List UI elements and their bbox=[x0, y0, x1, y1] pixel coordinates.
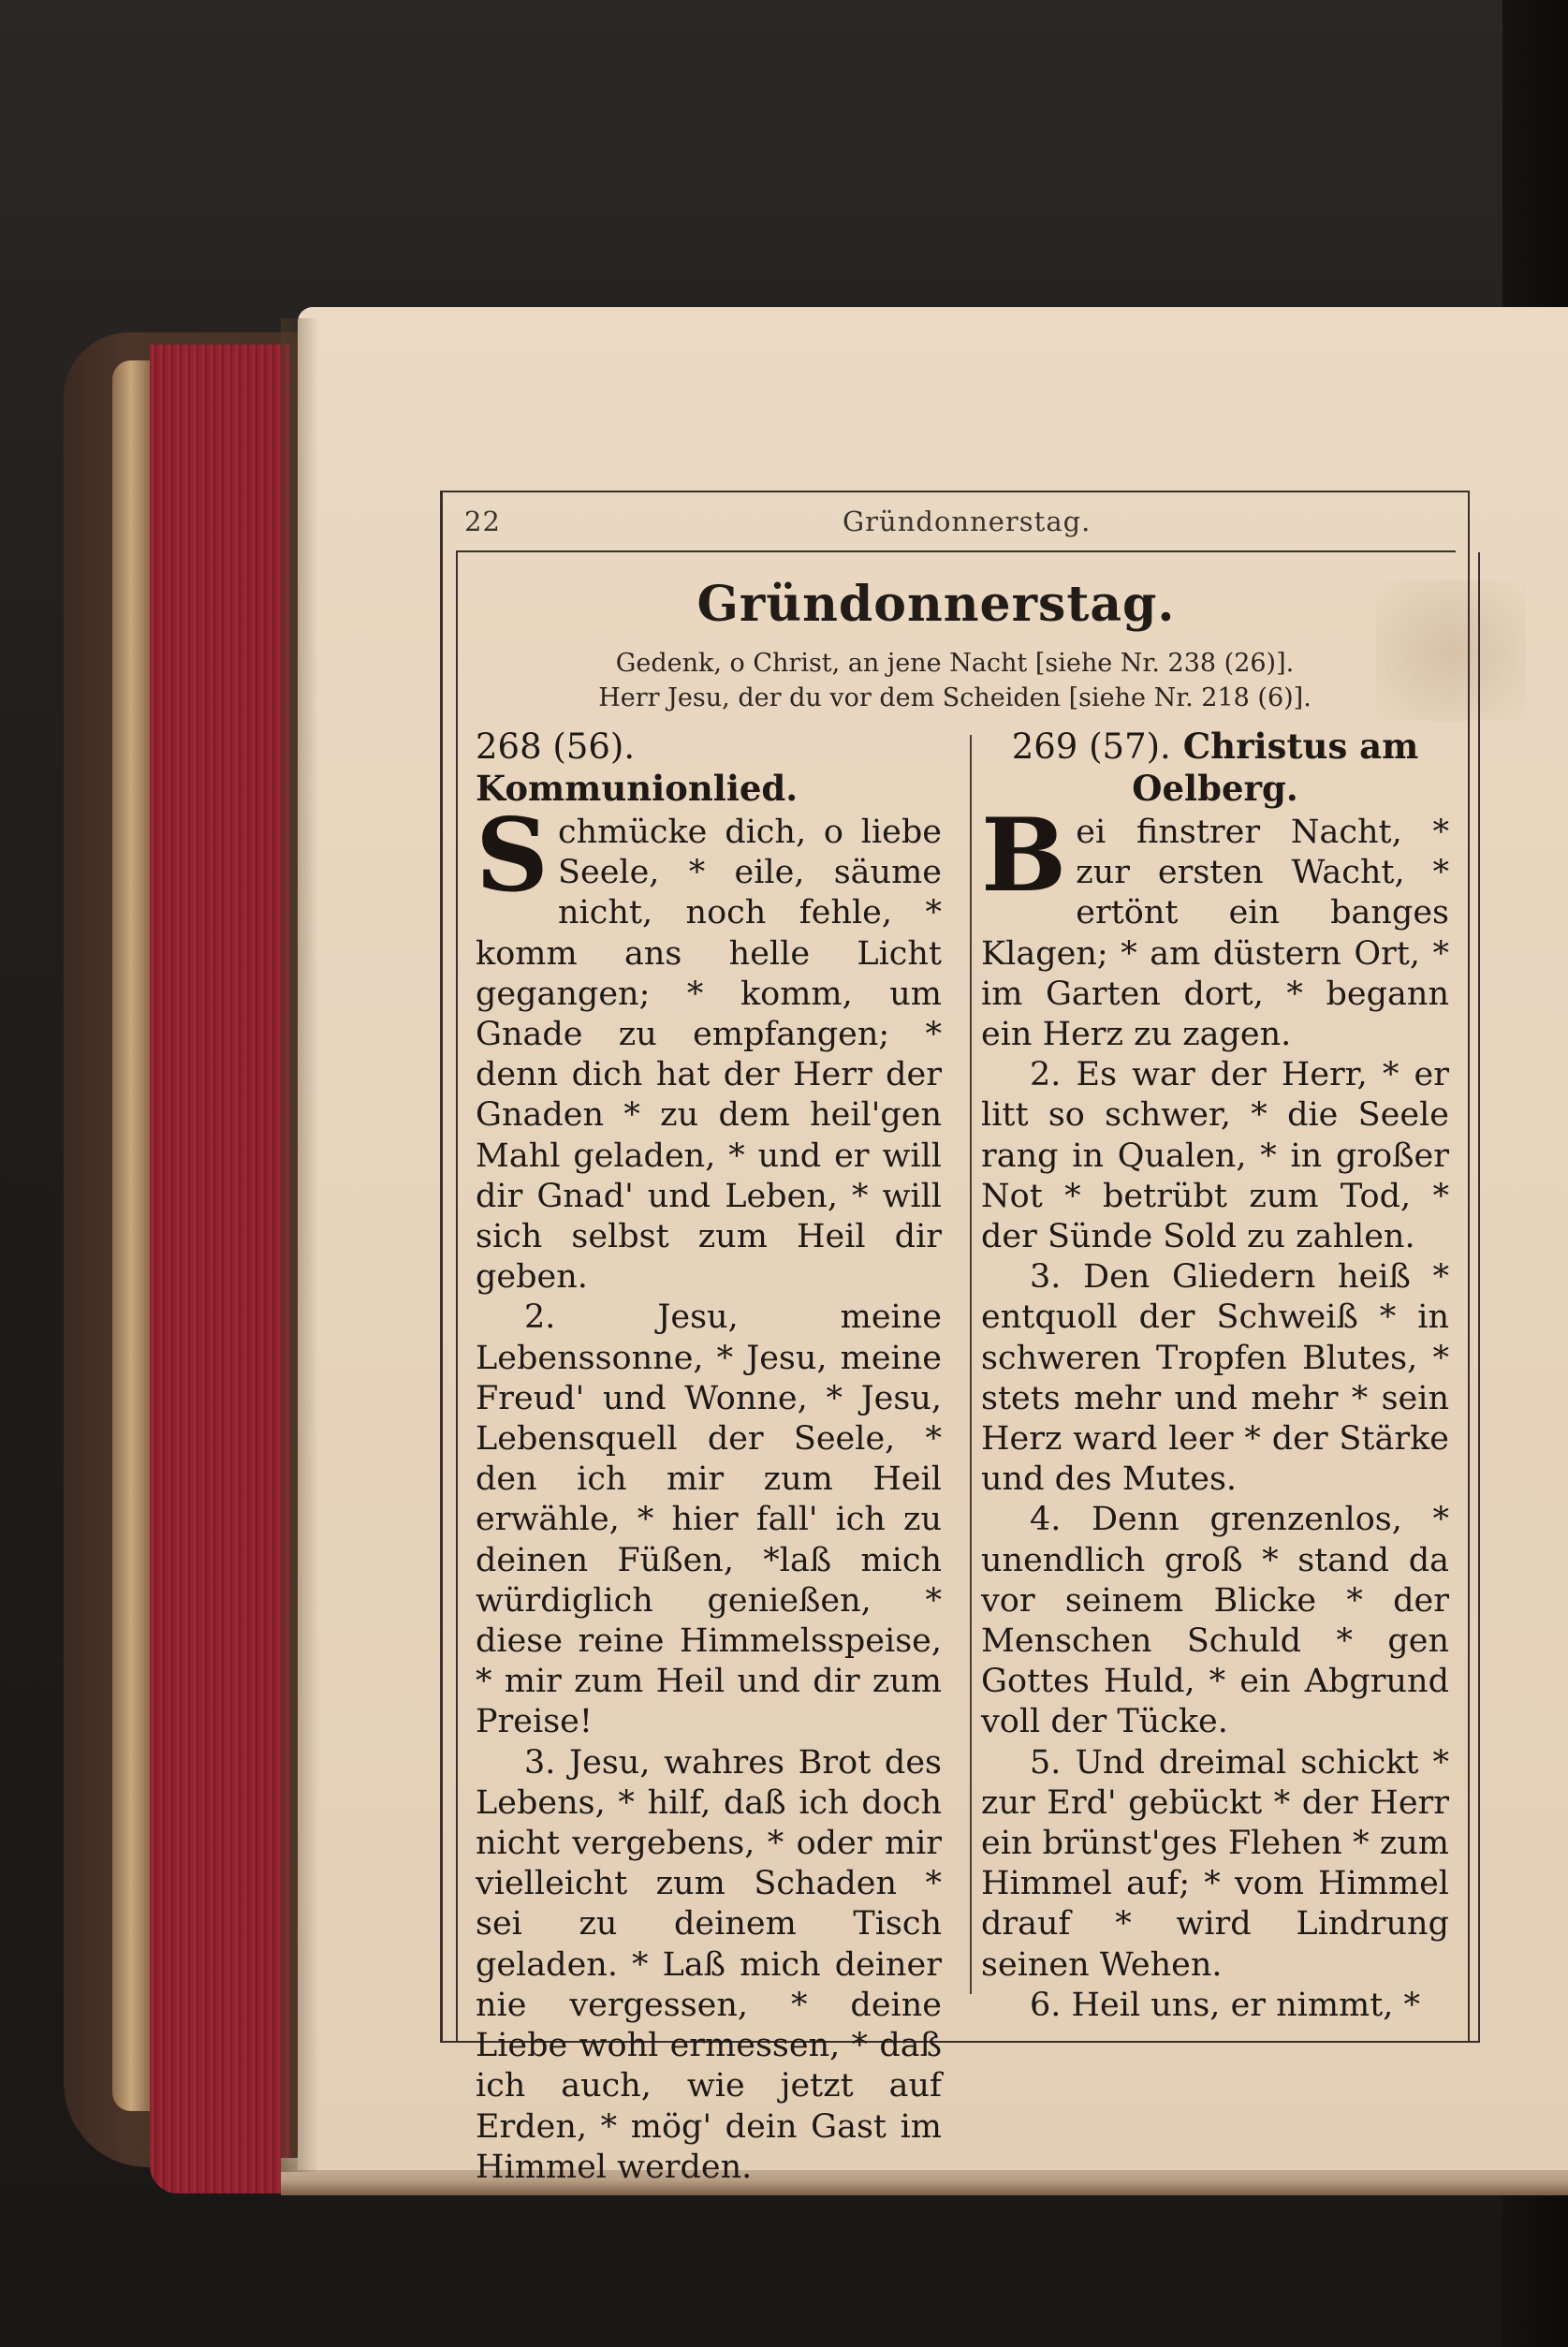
header-rule bbox=[456, 550, 1456, 552]
hymn-269-verse-3: 3. Den Gliedern heiß * entquoll der Schweiß * in schweren Tropfen Blutes, * stets mehr und mehr * sein Herz ward leer * der Stärke und des Mutes. bbox=[981, 1258, 1449, 1499]
page-number: 22 bbox=[464, 506, 501, 537]
hymn-268-verse-3: 3. Jesu, wahres Brot des Lebens, * hilf, daß ich doch nicht vergebens, * oder mir vielleicht zum Schaden * sei zu deinem Tisch geladen. * Laß mich deiner nie vergessen, * deine Liebe wohl ermessen, * daß ich auch, wie jetzt auf Erden, * mög' dein Gast im Himmel werden. bbox=[476, 1743, 942, 2186]
hymn-269-column bbox=[981, 726, 1449, 2026]
hymn-269-verse-5: 5. Und dreimal schickt * zur Erd' gebückt * der Herr ein brünst'ges Flehen * zum Himmel auf; * vom Himmel drauf * wird Lindrung seinen Wehen. bbox=[981, 1743, 1449, 1984]
cross-reference-1: Gedenk, o Christ, an jene Nacht [siehe Nr. 238 (26)]. bbox=[615, 649, 1295, 678]
hymn-268-column bbox=[476, 726, 942, 2188]
hymn-269-verse-1 bbox=[981, 797, 1449, 1055]
hymn-269-verse-4: 4. Denn grenzenlos, * unendlich groß * stand da vor seinem Blicke * der Menschen Schuld * gen Gottes Huld, * ein Abgrund voll der Tücke. bbox=[981, 1501, 1449, 1741]
hymn-268-verse-2: 2. Jesu, meine Lebenssonne, * Jesu, meine Freud' und Wonne, * Jesu, Lebensquell der Seele, * den ich mir zum Heil erwähle, * hier fall' ich zu deinen Füßen, *laß mich würdiglich genießen, * diese reine Himmelsspeise, * mir zum Heil und dir zum Preise! bbox=[476, 1298, 942, 1741]
hymn-268-verse-1-text: chmücke dich, o liebe Seele, * eile, säume nicht, noch fehle, * komm ans helle Licht gegangen; * komm, um Gnade zu empfangen; * denn dich hat der Herr der Gnaden * zu dem heil'gen Mahl geladen, * und er will dir Gnad' und Leben, * will sich selbst zum Heil dir geben. bbox=[476, 814, 942, 1297]
page-title: Gründonnerstag. bbox=[696, 576, 1176, 633]
hymn-269-verse-6: 6. Heil uns, er nimmt, * bbox=[1030, 1986, 1421, 2024]
cross-reference-2: Herr Jesu, der du vor dem Scheiden [siehe Nr. 218 (6)]. bbox=[598, 683, 1312, 712]
hymn-268-title: Kommunionlied. bbox=[476, 768, 799, 809]
hymn-269-dropcap: B bbox=[981, 797, 1067, 915]
hymn-268-heading bbox=[476, 726, 942, 809]
column-divider bbox=[970, 735, 972, 1994]
running-head-title: Gründonnerstag. bbox=[843, 506, 1092, 537]
hymn-269-title: Christus am Oelberg. bbox=[1132, 726, 1419, 809]
hymn-268-number: 268 (56). bbox=[476, 726, 636, 767]
page-gutter-shadow bbox=[281, 318, 318, 2172]
book-cover-edge bbox=[112, 360, 150, 2111]
hymn-268-verse-1 bbox=[476, 797, 942, 1298]
hymn-268-dropcap: S bbox=[476, 797, 549, 915]
hymn-269-verse-1-text: ei finstrer Nacht, * zur ersten Wacht, * ertönt ein banges Klagen; * am düstern Ort, * im Garten dort, * begann ein Herz zu zagen. bbox=[981, 814, 1449, 1054]
red-page-edges bbox=[150, 345, 290, 2193]
hymn-269-number: 269 (57). bbox=[1011, 726, 1171, 767]
hymn-269-verse-2: 2. Es war der Herr, * er litt so schwer, * die Seele rang in Qualen, * in großer Not * betrübt zum Tod, * der Sünde Sold zu zahlen. bbox=[981, 1056, 1449, 1256]
